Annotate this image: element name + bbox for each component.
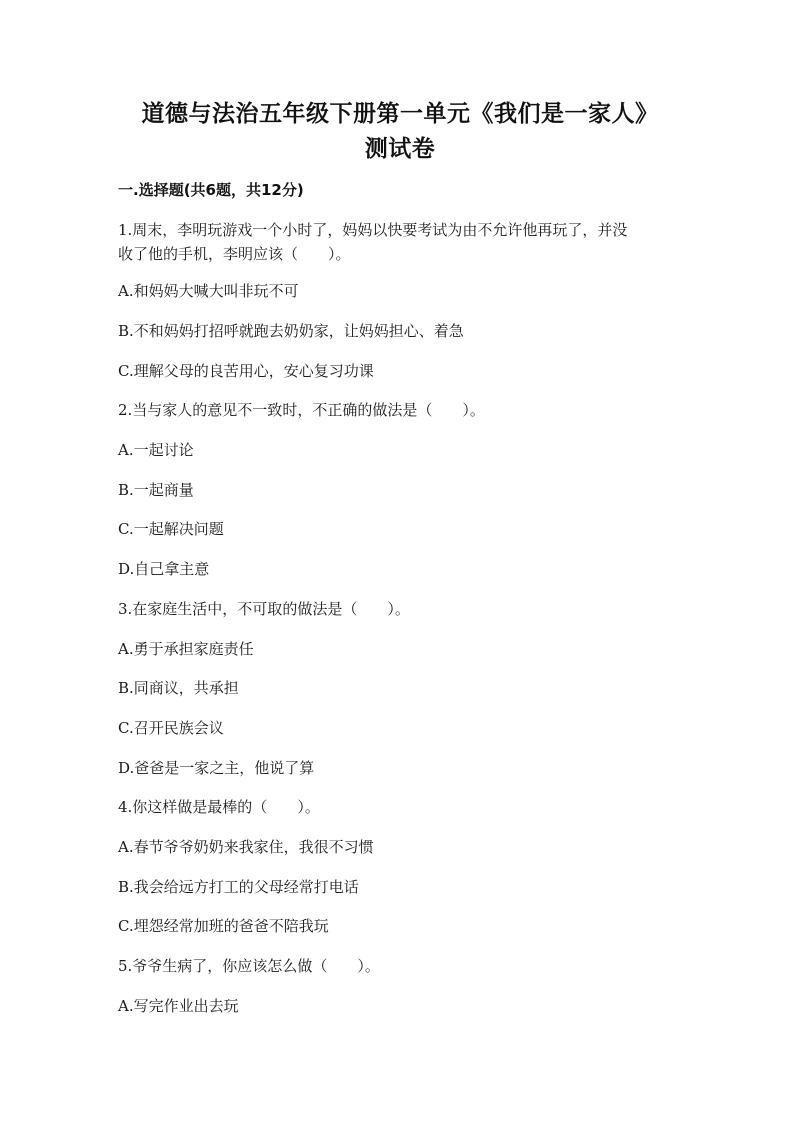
question-1-stem-cont: 收了他的手机，李明应该（ ）。 bbox=[118, 245, 351, 263]
question-5-stem: 5.爷爷生病了，你应该怎么做（ ）。 bbox=[118, 957, 380, 975]
question-2-option-a: A.一起讨论 bbox=[118, 441, 194, 459]
page-title: 道德与法治五年级下册第一单元《我们是一家人》 bbox=[141, 101, 659, 127]
page-subtitle: 测试卷 bbox=[364, 136, 436, 162]
question-1-option-c: C.理解父母的良苦用心，安心复习功课 bbox=[118, 362, 374, 380]
question-4-option-a: A.春节爷爷奶奶来我家住，我很不习惯 bbox=[118, 838, 374, 856]
question-1-option-a: A.和妈妈大喊大叫非玩不可 bbox=[118, 282, 299, 300]
question-2-option-d: D.自己拿主意 bbox=[118, 560, 210, 578]
question-3-option-c: C.召开民族会议 bbox=[118, 719, 224, 737]
question-5-option-a: A.写完作业出去玩 bbox=[118, 997, 239, 1015]
question-3-option-d: D.爸爸是一家之主，他说了算 bbox=[118, 759, 315, 777]
question-3-option-b: B.同商议，共承担 bbox=[118, 679, 239, 697]
question-2-option-b: B.一起商量 bbox=[118, 481, 194, 499]
question-4-option-c: C.埋怨经常加班的爸爸不陪我玩 bbox=[118, 917, 329, 935]
question-3-option-a: A.勇于承担家庭责任 bbox=[118, 640, 254, 658]
question-1-stem: 1.周末，李明玩游戏一个小时了，妈妈以快要考试为由不允许他再玩了，并没 bbox=[118, 221, 628, 239]
question-2-option-c: C.一起解决问题 bbox=[118, 520, 224, 538]
section-heading: 一.选择题(共6题，共12分) bbox=[118, 181, 304, 199]
question-4-option-b: B.我会给远方打工的父母经常打电话 bbox=[118, 878, 359, 896]
question-4-stem: 4.你这样做是最棒的（ ）。 bbox=[118, 798, 320, 816]
question-2-stem: 2.当与家人的意见不一致时，不正确的做法是（ ）。 bbox=[118, 401, 485, 419]
question-3-stem: 3.在家庭生活中，不可取的做法是（ ）。 bbox=[118, 600, 410, 618]
question-1-option-b: B.不和妈妈打招呼就跑去奶奶家，让妈妈担心、着急 bbox=[118, 322, 464, 340]
